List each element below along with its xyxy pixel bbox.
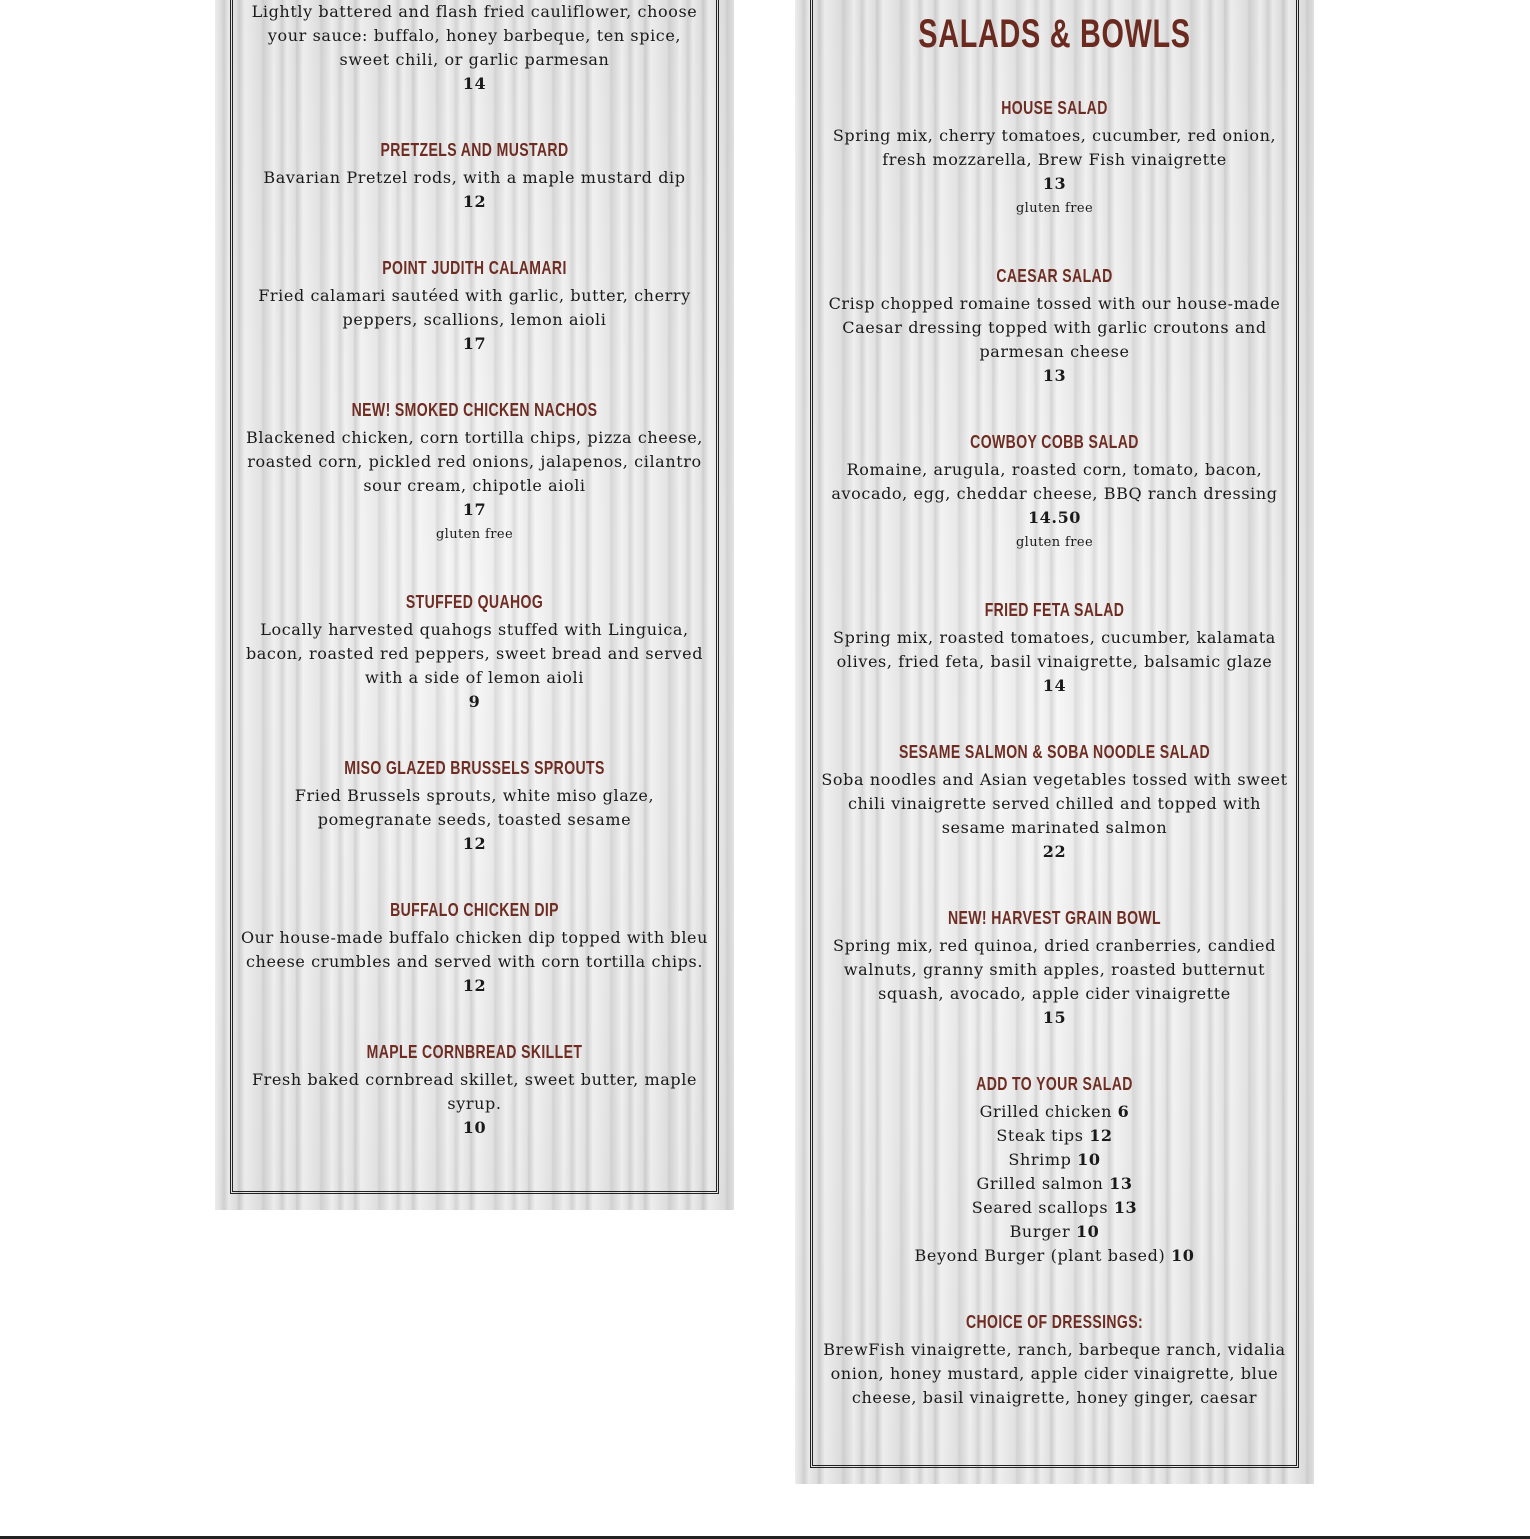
addon-row [820, 1124, 1289, 1148]
menu-item-description: Our house-made buffalo chicken dip topped with bleu cheese crumbles and served with corn tortilla chips. [240, 928, 709, 971]
addons-title: ADD TO YOUR SALAD [976, 1074, 1133, 1094]
left-menu-items [240, 0, 709, 1140]
menu-item-addons [820, 1072, 1289, 1268]
menu-item [820, 906, 1289, 1030]
menu-item-description: Spring mix, red quinoa, dried cranberries, candied walnuts, granny smith apples, roasted butternut squash, avocado, apple cider vinaigrette [833, 936, 1276, 1003]
menu-item [240, 590, 709, 714]
right-menu-items [820, 96, 1289, 1030]
menu-item-name: SESAME SALMON & SOBA NOODLE SALAD [898, 742, 1211, 762]
menu-item-price: 17 [462, 334, 487, 353]
addon-label: Beyond Burger (plant based) [914, 1246, 1166, 1265]
addons-list [820, 1100, 1289, 1268]
menu-item-price: 17 [462, 500, 487, 519]
menu-item-description: Spring mix, roasted tomatoes, cucumber, kalamata olives, fried feta, basil vinaigrette, balsamic glaze [833, 628, 1276, 671]
dressings-text: BrewFish vinaigrette, ranch, barbeque ranch, vidalia onion, honey mustard, apple cider vinaigrette, blue cheese, basil vinaigrette, honey ginger, caesar [823, 1340, 1286, 1407]
addon-row [820, 1220, 1289, 1244]
menu-item-name: FRIED FETA SALAD [984, 600, 1125, 620]
menu-item-name: POINT JUDITH CALAMARI [382, 258, 567, 278]
menu-item-price: 9 [468, 692, 481, 711]
menu-item-dietary-tag: gluten free [1015, 201, 1094, 216]
menu-item-price: 14.50 [1027, 508, 1082, 527]
menu-item-price: 14 [1042, 676, 1067, 695]
menu-item [240, 256, 709, 356]
menu-item-description: Fried calamari sautéed with garlic, butter, cherry peppers, scallions, lemon aioli [258, 286, 691, 329]
addon-row [820, 1196, 1289, 1220]
addon-price: 10 [1171, 1246, 1195, 1265]
menu-item [240, 0, 709, 96]
addon-price: 13 [1113, 1198, 1138, 1217]
menu-item [240, 398, 709, 548]
menu-item [240, 1040, 709, 1140]
addon-row [820, 1148, 1289, 1172]
menu-item-description: Romaine, arugula, roasted corn, tomato, bacon, avocado, egg, cheddar cheese, BBQ ranch dressing [831, 460, 1278, 503]
menu-item-price: 10 [462, 1118, 487, 1137]
menu-item-description: Lightly battered and flash fried cauliflower, choose your sauce: buffalo, honey barbeque, ten spice, sweet chili, or garlic parmesan [251, 2, 698, 69]
dressings-title: CHOICE OF DRESSINGS: [965, 1312, 1144, 1332]
menu-item-dietary-tag: gluten free [1015, 535, 1094, 550]
menu-item [820, 96, 1289, 222]
addon-label: Burger [1009, 1222, 1071, 1241]
menu-item-name: BUFFALO CHICKEN DIP [390, 900, 559, 920]
addon-label: Grilled chicken [979, 1102, 1112, 1121]
menu-item-description: Blackened chicken, corn tortilla chips, pizza cheese, roasted corn, pickled red onions, jalapenos, cilantro sour cream, chipotle aioli [246, 428, 703, 495]
addon-price: 10 [1077, 1150, 1101, 1169]
addon-price: 13 [1109, 1174, 1133, 1193]
menu-item [820, 264, 1289, 388]
menu-item-name: MISO GLAZED BRUSSELS SPROUTS [344, 758, 605, 778]
menu-item [240, 138, 709, 214]
addon-price: 12 [1089, 1126, 1113, 1145]
menu-item-price: 12 [462, 976, 487, 995]
addon-row [820, 1172, 1289, 1196]
addon-label: Seared scallops [971, 1198, 1109, 1217]
menu-item-description: Spring mix, cherry tomatoes, cucumber, red onion, fresh mozzarella, Brew Fish vinaigrette [832, 126, 1277, 169]
left-menu-column [240, 0, 709, 1182]
menu-item [820, 740, 1289, 864]
menu-item [240, 898, 709, 998]
menu-item-name: NEW! SMOKED CHICKEN NACHOS [351, 400, 598, 420]
menu-item-price: 14 [462, 74, 487, 93]
menu-item [820, 430, 1289, 556]
menu-item [820, 598, 1289, 698]
menu-item-price: 13 [1042, 366, 1067, 385]
addon-label: Shrimp [1008, 1150, 1072, 1169]
menu-item [240, 756, 709, 856]
menu-item-name: COWBOY COBB SALAD [970, 432, 1139, 452]
menu-item-price: 15 [1042, 1008, 1067, 1027]
addon-price: 10 [1075, 1222, 1100, 1241]
addon-price: 6 [1117, 1102, 1130, 1121]
menu-item-description: Locally harvested quahogs stuffed with Linguica, bacon, roasted red peppers, sweet bread and served with a side of lemon aioli [245, 620, 704, 687]
section-title: SALADS & BOWLS [918, 12, 1191, 56]
menu-item-description: Fresh baked cornbread skillet, sweet butter, maple syrup. [251, 1070, 698, 1113]
addon-row [820, 1244, 1289, 1268]
menu-item-name: MAPLE CORNBREAD SKILLET [366, 1042, 583, 1062]
menu-item-name: NEW! HARVEST GRAIN BOWL [947, 908, 1162, 928]
right-menu-column [820, 0, 1289, 1452]
menu-item-description: Fried Brussels sprouts, white miso glaze, pomegranate seeds, toasted sesame [294, 786, 655, 829]
menu-item-price: 13 [1042, 174, 1067, 193]
menu-item-description: Soba noodles and Asian vegetables tossed with sweet chili vinaigrette served chilled and topped with sesame marinated salmon [821, 770, 1288, 837]
menu-item-description: Bavarian Pretzel rods, with a maple mustard dip [263, 168, 686, 187]
menu-item-price: 22 [1042, 842, 1067, 861]
menu-item-price: 12 [462, 834, 487, 853]
menu-item-dressings [820, 1310, 1289, 1410]
addon-label: Grilled salmon [976, 1174, 1104, 1193]
menu-item-description: Crisp chopped romaine tossed with our house-made Caesar dressing topped with garlic croutons and parmesan cheese [828, 294, 1281, 361]
menu-item-dietary-tag: gluten free [435, 527, 514, 542]
menu-item-name: CAESAR SALAD [996, 266, 1113, 286]
menu-item-name: HOUSE SALAD [1001, 98, 1108, 118]
addon-row [820, 1100, 1289, 1124]
menu-item-name: PRETZELS AND MUSTARD [380, 140, 569, 160]
addon-label: Steak tips [996, 1126, 1084, 1145]
menu-item-price: 12 [462, 192, 487, 211]
menu-item-name: STUFFED QUAHOG [405, 592, 544, 612]
